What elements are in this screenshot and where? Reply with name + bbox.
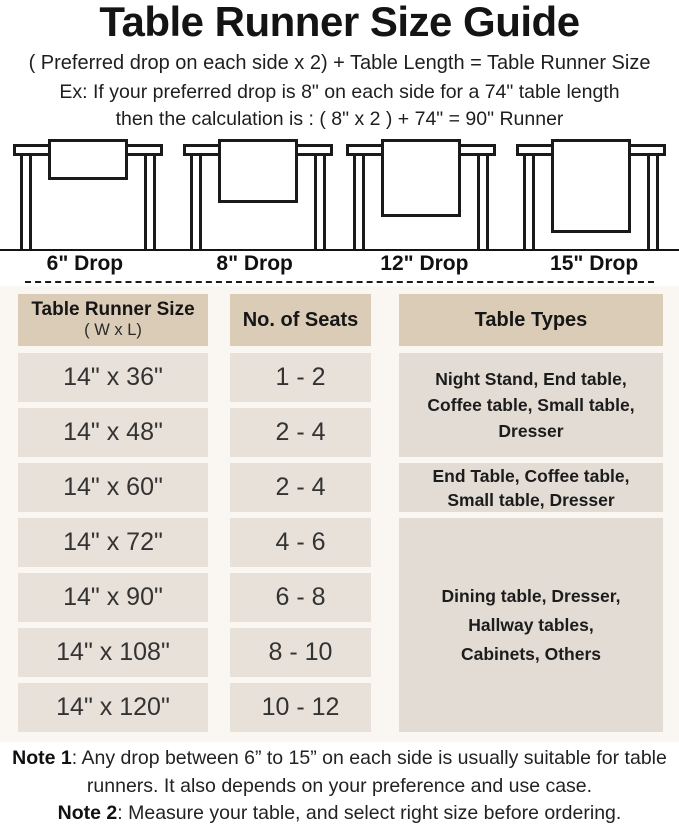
drop-label-6in: 6" Drop [46,252,124,275]
table-leg [523,155,535,249]
table-types-text: Dining table, Dresser, Hallway tables, Cabinets, Others [441,585,621,664]
seats-cell: 4 - 6 [230,518,371,567]
seats-cell: 2 - 4 [230,463,371,512]
table-leg [353,155,365,249]
seats-cell: 8 - 10 [230,628,371,677]
seats-cell: 2 - 4 [230,408,371,457]
size-cell: 14" x 72" [18,518,208,567]
drop-labels-row [0,252,679,276]
table-leg [477,155,489,249]
runner-rect [551,139,631,233]
seats-cell: 10 - 12 [230,683,371,732]
drop-label-8in: 8" Drop [216,252,293,275]
notes-section [0,745,679,826]
size-cell: 14" x 48" [18,408,208,457]
table-types-cell [399,463,663,512]
size-cell: 14" x 108" [18,628,208,677]
size-col-header [18,294,208,346]
size-col-header-sub: ( W x L) [84,321,142,340]
note-1-text: : Any drop between 6” to 15” on each side is usually suitable for table runners. It also depends on your preference and use case. [71,747,667,797]
size-col-header-title: Table Runner Size [31,299,195,321]
drop-label-15in: 15" Drop [550,252,639,275]
table-leg [20,155,32,249]
table-runner-diagram-6in [13,138,163,249]
types-col-header: Table Types [399,294,663,346]
note-2-label: Note 2 [57,802,118,824]
seats-cell: 1 - 2 [230,353,371,402]
table-leg [647,155,659,249]
seats-cell: 6 - 8 [230,573,371,622]
seats-col-header: No. of Seats [230,294,371,346]
runner-rect [218,139,298,203]
size-cell: 14" x 90" [18,573,208,622]
page-title: Table Runner Size Guide [99,0,580,45]
example-text-1: Ex: If your preferred drop is 8" on each side for a 74" table length [59,81,620,103]
runner-rect [381,139,461,217]
drop-label-12in: 12" Drop [380,252,469,275]
note-2 [0,800,679,826]
table-types-text: End Table, Coffee table, Small table, Dresser [432,465,630,510]
floor-line [0,249,679,251]
size-cell: 14" x 120" [18,683,208,732]
table-types-cell [399,353,663,457]
runner-rect [48,139,128,180]
table-runner-diagram-8in [183,138,333,249]
note-1 [0,745,679,800]
table-leg [144,155,156,249]
size-cell: 14" x 36" [18,353,208,402]
table-runner-diagram-15in [516,138,666,249]
note-2-text: : Measure your table, and select right size before ordering. [117,802,622,824]
table-types-text: Night Stand, End table, Coffee table, Small table, Dresser [427,369,635,441]
example-text-2: then the calculation is : ( 8" x 2 ) + 74" = 90" Runner [115,108,564,130]
note-1-label: Note 1 [12,747,72,769]
table-leg [314,155,326,249]
dashed-divider [25,281,654,283]
table-leg [190,155,202,249]
formula-text: ( Preferred drop on each side x 2) + Table Length = Table Runner Size [28,52,651,74]
table-runner-diagram-12in [346,138,496,249]
size-cell: 14" x 60" [18,463,208,512]
table-types-cell [399,518,663,732]
